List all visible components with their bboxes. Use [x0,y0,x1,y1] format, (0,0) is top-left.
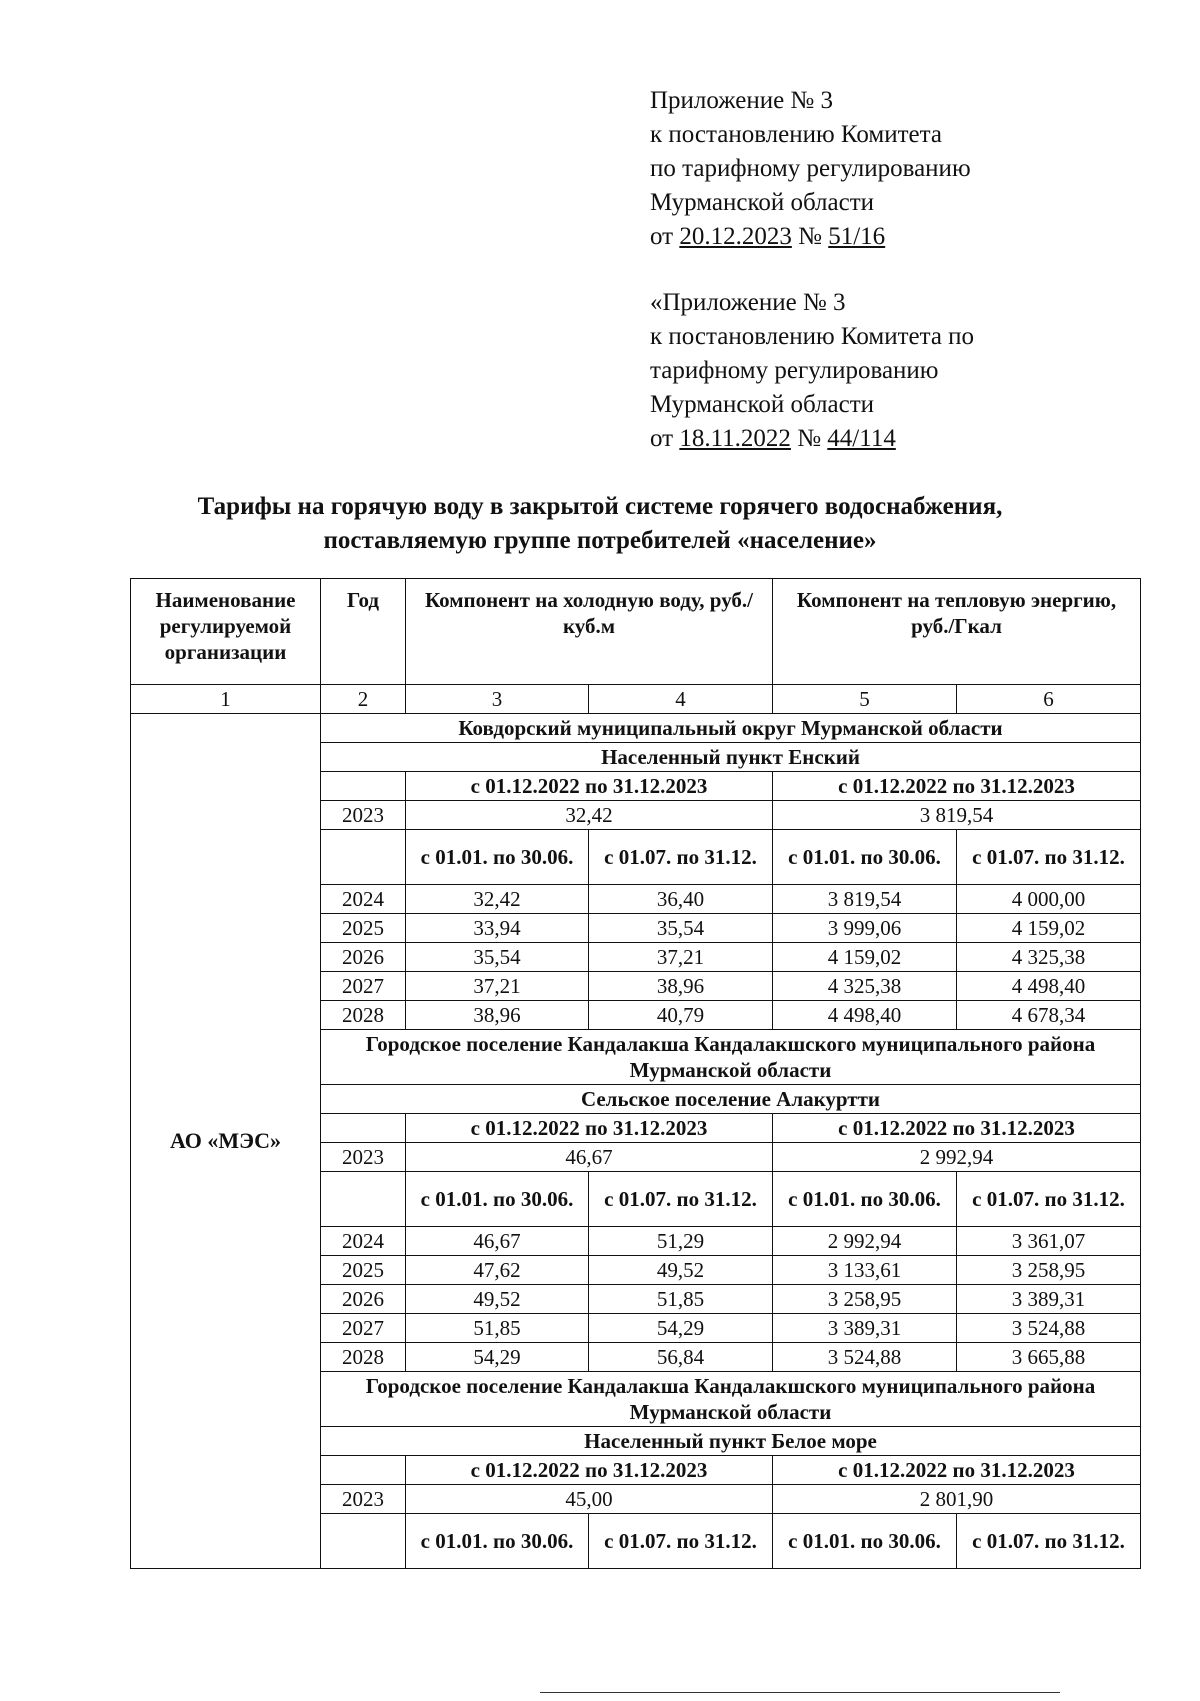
heat-h2: 4 498,40 [957,972,1141,1001]
period-label: с 01.12.2022 по 31.12.2023 [406,772,773,801]
empty-cell [321,1514,406,1569]
document-title: Тарифы на горячую воду в закрытой системе горячего водоснабжения, поставляемую группе потребителей «население» [197,493,1003,554]
cold-water-h1: 38,96 [406,1001,589,1030]
year-cell: 2025 [321,1256,406,1285]
cold-water-h2: 40,79 [589,1001,773,1030]
heat-h1: 4 325,38 [773,972,957,1001]
table-header-row [131,579,1141,685]
cold-water-h2: 51,85 [589,1285,773,1314]
cold-water-h2: 37,21 [589,943,773,972]
half-year-label: с 01.07. по 31.12. [589,830,773,885]
column-number: 5 [773,685,957,714]
year-cell: 2023 [321,1485,406,1514]
year-cell: 2028 [321,1001,406,1030]
appendix-date: 20.12.2023 [679,223,792,250]
half-year-label: с 01.07. по 31.12. [589,1172,773,1227]
heat-value: 2 801,90 [773,1485,1141,1514]
year-cell: 2027 [321,1314,406,1343]
header-year: Год [321,579,406,685]
heat-h1: 3 133,61 [773,1256,957,1285]
year-cell: 2028 [321,1343,406,1372]
district-name: Городское поселение Кандалакша Кандалакшского муниципального района Мурманской области [321,1372,1141,1427]
heat-h2: 3 665,88 [957,1343,1141,1372]
organization-name: АО «МЭС» [131,714,321,1569]
year-cell: 2025 [321,914,406,943]
empty-cell [321,1114,406,1143]
column-number: 2 [321,685,406,714]
empty-cell [321,772,406,801]
half-year-label: с 01.01. по 30.06. [406,830,589,885]
year-cell: 2024 [321,1227,406,1256]
heat-h2: 3 524,88 [957,1314,1141,1343]
year-cell: 2024 [321,885,406,914]
half-year-label: с 01.01. по 30.06. [773,1172,957,1227]
half-year-label: с 01.07. по 31.12. [957,830,1141,885]
district-name: Городское поселение Кандалакша Кандалакшского муниципального района Мурманской области [321,1030,1141,1085]
half-year-label: с 01.01. по 30.06. [406,1514,589,1569]
header-org: Наименование регулируемой организации [131,579,321,685]
tariff-table [130,578,1141,1569]
cold-water-h2: 54,29 [589,1314,773,1343]
half-year-label: с 01.01. по 30.06. [773,830,957,885]
empty-cell [321,1456,406,1485]
cold-water-value: 46,67 [406,1143,773,1172]
heat-h1: 4 498,40 [773,1001,957,1030]
cold-water-value: 45,00 [406,1485,773,1514]
half-year-label: с 01.07. по 31.12. [957,1172,1141,1227]
heat-h2: 3 361,07 [957,1227,1141,1256]
header-heat: Компонент на тепловую энергию, руб./Гкал [773,579,1141,685]
appendix-number: 51/16 [828,223,886,250]
heat-h1: 3 524,88 [773,1343,957,1372]
settlement-name: Сельское поселение Алакуртти [321,1085,1141,1114]
year-cell: 2023 [321,801,406,830]
half-year-label: с 01.01. по 30.06. [406,1172,589,1227]
cold-water-h1: 54,29 [406,1343,589,1372]
cold-water-h1: 37,21 [406,972,589,1001]
appendix-header-current [650,84,1110,254]
heat-value: 2 992,94 [773,1143,1141,1172]
cold-water-value: 32,42 [406,801,773,830]
district-name: Ковдорский муниципальный округ Мурманской области [321,714,1141,743]
heat-h1: 3 819,54 [773,885,957,914]
appendix-date-line: от 20.12.2023 № 51/16 [650,223,886,250]
heat-h2: 4 678,34 [957,1001,1141,1030]
half-year-label: с 01.07. по 31.12. [589,1514,773,1569]
heat-h2: 3 389,31 [957,1285,1141,1314]
appendix-header-previous [650,286,1110,456]
appendix-line: Мурманской области [650,391,875,418]
header-cold-water: Компонент на холодную воду, руб./куб.м [406,579,773,685]
heat-h2: 4 000,00 [957,885,1141,914]
period-label: с 01.12.2022 по 31.12.2023 [773,772,1141,801]
column-number: 3 [406,685,589,714]
heat-h1: 3 258,95 [773,1285,957,1314]
period-label: с 01.12.2022 по 31.12.2023 [406,1114,773,1143]
year-cell: 2023 [321,1143,406,1172]
column-number-row [131,685,1141,714]
year-cell: 2026 [321,943,406,972]
period-label: с 01.12.2022 по 31.12.2023 [773,1114,1141,1143]
year-cell: 2027 [321,972,406,1001]
appendix-title: «Приложение № 3 [650,289,846,316]
cold-water-h2: 56,84 [589,1343,773,1372]
appendix-line: к постановлению Комитета по [650,323,975,350]
half-year-label: с 01.01. по 30.06. [773,1514,957,1569]
column-number: 4 [589,685,773,714]
cold-water-h1: 32,42 [406,885,589,914]
cold-water-h2: 36,40 [589,885,773,914]
cold-water-h2: 35,54 [589,914,773,943]
heat-h2: 3 258,95 [957,1256,1141,1285]
heat-h1: 3 389,31 [773,1314,957,1343]
year-cell: 2026 [321,1285,406,1314]
cold-water-h1: 49,52 [406,1285,589,1314]
appendix-date: 18.11.2022 [679,425,791,452]
appendix-line: Мурманской области [650,189,875,216]
cold-water-h2: 49,52 [589,1256,773,1285]
appendix-line: к постановлению Комитета [650,121,942,148]
column-number: 6 [957,685,1141,714]
period-label: с 01.12.2022 по 31.12.2023 [773,1456,1141,1485]
appendix-line: по тарифному регулированию [650,155,971,182]
empty-cell [321,1172,406,1227]
cold-water-h1: 33,94 [406,914,589,943]
cold-water-h1: 47,62 [406,1256,589,1285]
cold-water-h1: 46,67 [406,1227,589,1256]
settlement-name: Населенный пункт Белое море [321,1427,1141,1456]
heat-h2: 4 159,02 [957,914,1141,943]
cold-water-h1: 35,54 [406,943,589,972]
heat-value: 3 819,54 [773,801,1141,830]
heat-h1: 3 999,06 [773,914,957,943]
appendix-line: тарифному регулированию [650,357,939,384]
district-row [131,714,1141,743]
cold-water-h2: 38,96 [589,972,773,1001]
page-bottom-rule [540,1692,1060,1693]
heat-h2: 4 325,38 [957,943,1141,972]
empty-cell [321,830,406,885]
column-number: 1 [131,685,321,714]
heat-h1: 4 159,02 [773,943,957,972]
appendix-number: 44/114 [827,425,896,452]
half-year-label: с 01.07. по 31.12. [957,1514,1141,1569]
heat-h1: 2 992,94 [773,1227,957,1256]
appendix-title: Приложение № 3 [650,87,834,114]
cold-water-h2: 51,29 [589,1227,773,1256]
cold-water-h1: 51,85 [406,1314,589,1343]
period-label: с 01.12.2022 по 31.12.2023 [406,1456,773,1485]
settlement-name: Населенный пункт Енский [321,743,1141,772]
appendix-date-line: от 18.11.2022 № 44/114 [650,425,896,452]
